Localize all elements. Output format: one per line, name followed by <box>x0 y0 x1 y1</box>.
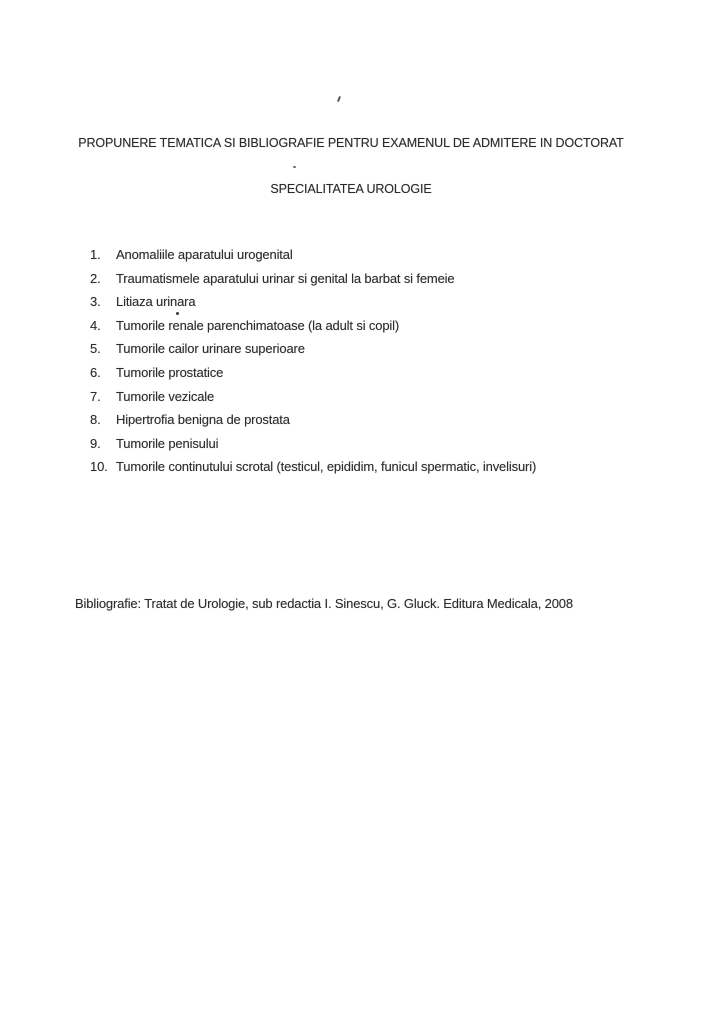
topic-item-5 <box>90 339 694 363</box>
topic-text: Tumorile continutului scrotal (testicul, epididim, funicul spermatic, invelisuri) <box>116 459 537 475</box>
topic-item-9 <box>90 434 694 458</box>
topic-text: Anomaliile aparatului urogenital <box>116 247 293 262</box>
topic-number: 3. <box>90 294 101 310</box>
topic-number: 8. <box>90 412 101 428</box>
topic-item-4 <box>90 316 694 340</box>
topic-number: 2. <box>90 270 101 286</box>
topic-item-2 <box>90 269 694 293</box>
topic-text: Litiaza urinara <box>116 294 196 310</box>
topic-text: Tumorile prostatice <box>116 364 224 380</box>
topic-text: Tumorile renale parenchimatoase (la adult si copil) <box>116 317 400 333</box>
topic-list <box>90 245 694 481</box>
topic-text: Hipertrofia benigna de prostata <box>116 412 290 428</box>
topic-text: Tumorile vezicale <box>116 388 215 404</box>
scan-speck-apostrophe <box>337 96 341 102</box>
scan-speck-dot <box>293 166 296 168</box>
topic-number: 9. <box>90 435 101 451</box>
topic-item-1 <box>90 245 694 269</box>
topic-text: Tumorile penisului <box>116 435 219 451</box>
topic-text: Traumatismele aparatului urinar si genital la barbat si femeie <box>116 270 455 286</box>
topic-item-8 <box>90 410 694 434</box>
document-title: PROPUNERE TEMATICA SI BIBLIOGRAFIE PENTRU EXAMENUL DE ADMITERE IN DOCTORAT <box>78 136 624 150</box>
topic-number: 1. <box>90 247 101 262</box>
topic-item-3 <box>90 292 694 316</box>
topic-number: 4. <box>90 317 101 333</box>
topic-number: 5. <box>90 341 101 357</box>
topic-text: Tumorile cailor urinare superioare <box>116 341 305 357</box>
topic-number: 10. <box>90 459 108 475</box>
topic-item-7 <box>90 387 694 411</box>
topic-number: 7. <box>90 388 101 404</box>
topic-item-6 <box>90 363 694 387</box>
bibliography-line: Bibliografie: Tratat de Urologie, sub redactia I. Sinescu, G. Gluck. Editura Medicala, 2008 <box>75 596 573 611</box>
topic-number: 6. <box>90 364 101 380</box>
topic-item-10 <box>90 457 694 481</box>
document-subtitle: SPECIALITATEA UROLOGIE <box>270 182 432 196</box>
